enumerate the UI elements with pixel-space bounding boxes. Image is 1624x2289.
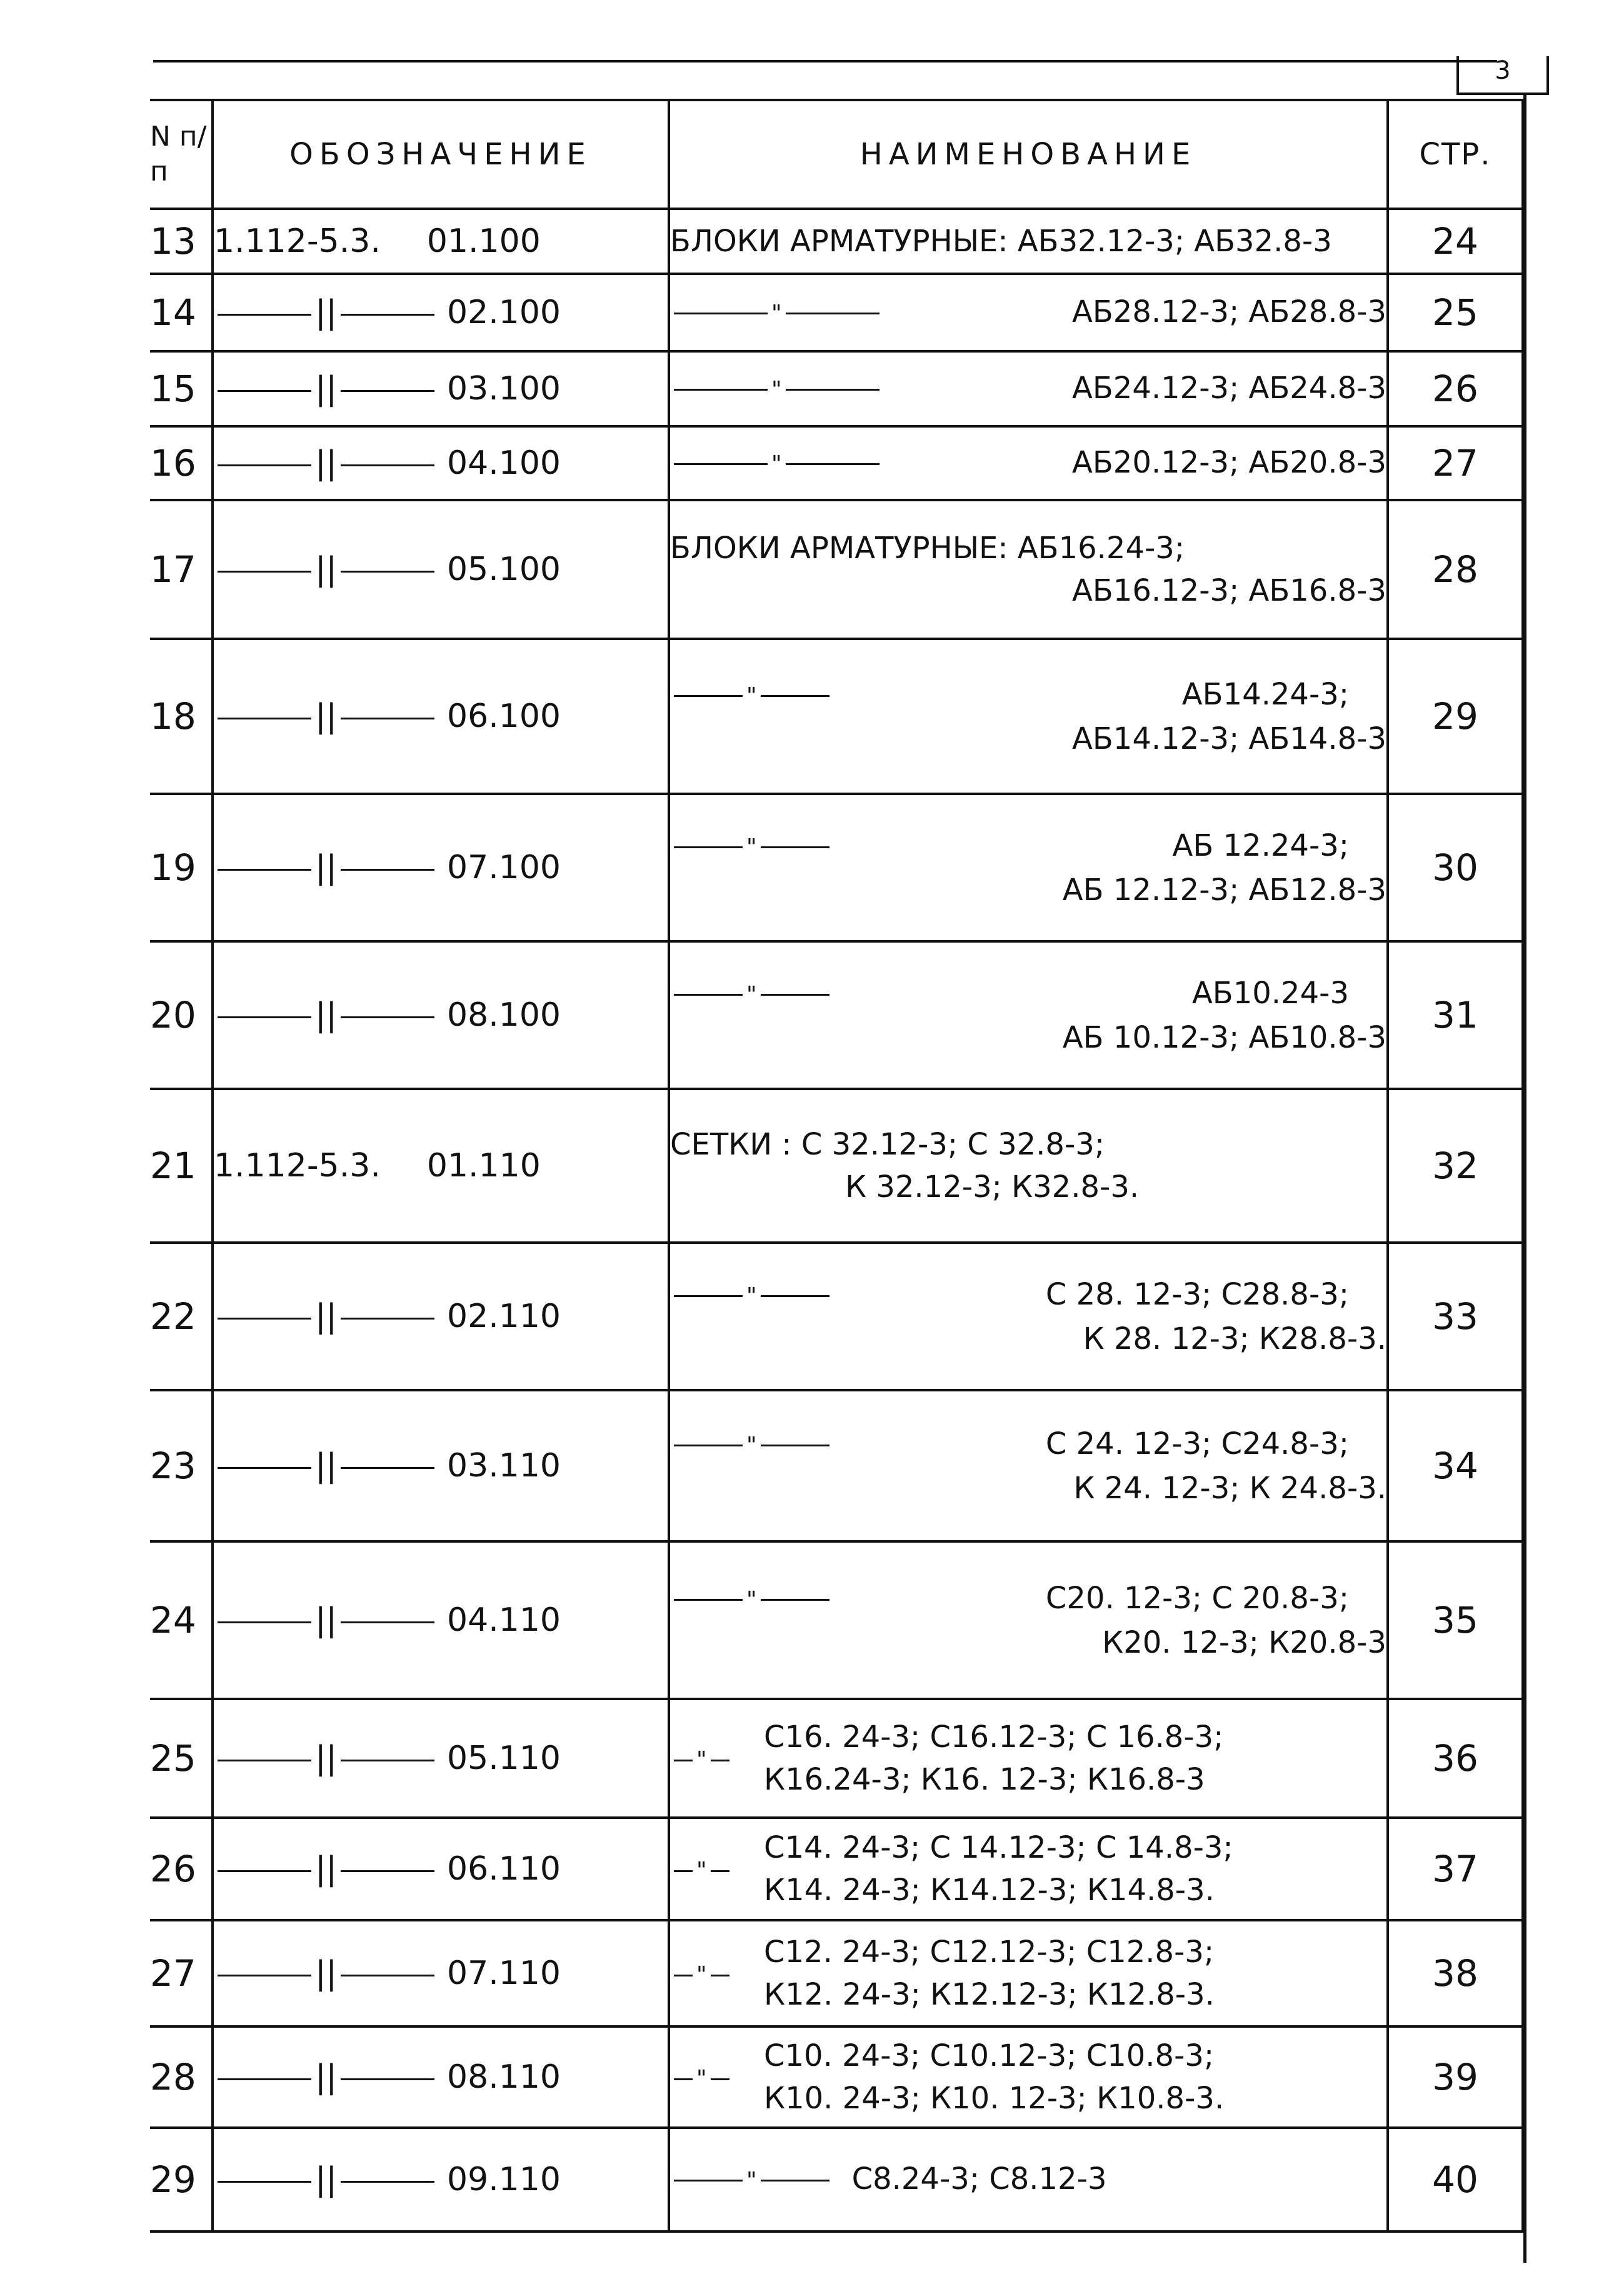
ditto-block — [670, 1577, 833, 1621]
ditto-mark: || — [315, 2058, 338, 2096]
ditto-dash — [341, 1467, 434, 1469]
ditto-mark: " — [746, 981, 757, 1008]
name-line — [670, 1318, 1386, 1360]
row-page: 30 — [1388, 794, 1523, 941]
name-line — [670, 869, 1386, 911]
ditto-dash — [341, 464, 434, 466]
row-number: 22 — [150, 1243, 213, 1390]
row-designation — [213, 351, 669, 426]
ditto-block — [670, 673, 833, 718]
row-number: 26 — [150, 1818, 213, 1920]
designation-code: 04.100 — [447, 444, 561, 482]
ditto-mark: " — [696, 1747, 707, 1773]
row-page: 28 — [1388, 500, 1523, 639]
name-line — [670, 1716, 1386, 1773]
designation-code: 06.110 — [447, 1850, 561, 1888]
row-number: 18 — [150, 639, 213, 794]
ditto-mark: || — [315, 1740, 338, 1777]
ditto-mark: " — [696, 1858, 707, 1883]
ditto-mark: " — [771, 376, 782, 403]
ditto-dash — [674, 1295, 743, 1297]
name-text: С 28. 12-3; С28.8-3; — [1045, 1276, 1349, 1312]
name-text: С8.24-3; С8.12-3 — [851, 2161, 1107, 2196]
name-text: С16. 24-3; С16.12-3; С 16.8-3; — [764, 1720, 1224, 1755]
name-line — [670, 367, 1386, 411]
row-page: 27 — [1388, 426, 1523, 500]
ditto-dash — [674, 389, 768, 391]
designation-code: 01.100 — [426, 223, 541, 260]
name-text: АБ28.12-3; АБ28.8-3 — [1072, 294, 1386, 329]
row-page: 38 — [1388, 1920, 1523, 2026]
ditto-mark: || — [315, 996, 338, 1034]
name-text: К12. 24-3; К12.12-3; К12.8-3. — [764, 1977, 1215, 2012]
ditto-dash — [674, 695, 743, 697]
header-page: СТР. — [1388, 100, 1523, 209]
table-row — [150, 2128, 1523, 2231]
ditto-dash — [674, 1599, 743, 1601]
ditto-block — [670, 972, 833, 1016]
ditto-mark: " — [696, 2066, 707, 2091]
ditto-block — [670, 2056, 733, 2100]
row-number: 29 — [150, 2128, 213, 2231]
row-designation — [213, 1243, 669, 1390]
designation-code: 02.110 — [447, 1298, 561, 1335]
designation-code: 08.110 — [447, 2058, 561, 2096]
row-page: 31 — [1388, 941, 1523, 1089]
name-line — [670, 2158, 1386, 2202]
ditto-dash — [341, 390, 434, 392]
name-text: СЕТКИ : С 32.12-3; С 32.8-3; — [670, 1127, 1105, 1162]
row-designation — [213, 2128, 669, 2231]
ditto-mark: || — [315, 294, 338, 331]
ditto-dash — [761, 1599, 830, 1601]
table-row — [150, 426, 1523, 500]
name-line — [670, 1123, 1386, 1166]
name-text: С20. 12-3; С 20.8-3; — [1045, 1580, 1349, 1616]
table-row — [150, 500, 1523, 639]
ditto-dash — [674, 463, 768, 465]
ditto-dash — [218, 314, 311, 316]
row-number: 27 — [150, 1920, 213, 2026]
row-designation — [213, 1390, 669, 1541]
ditto-dash — [761, 846, 830, 848]
row-designation — [213, 426, 669, 500]
ditto-dash — [341, 2181, 434, 2183]
designation-code: 07.110 — [447, 1955, 561, 1992]
name-text: АБ 12.24-3; — [1172, 828, 1349, 863]
name-line — [670, 2077, 1386, 2120]
ditto-dash — [218, 390, 311, 392]
name-text: АБ14.24-3; — [1181, 676, 1349, 712]
ditto-mark: || — [315, 444, 338, 482]
name-line — [670, 569, 1386, 612]
row-number: 16 — [150, 426, 213, 500]
name-line — [670, 527, 1386, 569]
ditto-dash — [674, 1870, 693, 1872]
sheet-number: 3 — [1456, 56, 1549, 95]
designation-code: 05.100 — [447, 551, 561, 588]
ditto-mark: " — [771, 451, 782, 477]
ditto-block — [670, 367, 883, 411]
table-row — [150, 2026, 1523, 2128]
name-text: С10. 24-3; С10.12-3; С10.8-3; — [764, 2038, 1215, 2073]
row-name — [669, 1699, 1388, 1818]
row-page: 35 — [1388, 1541, 1523, 1699]
ditto-dash — [761, 1445, 830, 1446]
ditto-dash — [674, 1975, 693, 1976]
ditto-mark: || — [315, 1955, 338, 1992]
ditto-mark: || — [315, 1850, 338, 1888]
row-designation — [213, 639, 669, 794]
ditto-dash — [711, 1870, 729, 1872]
table-row — [150, 794, 1523, 941]
ditto-dash — [218, 718, 311, 719]
name-line — [670, 1166, 1386, 1208]
designation-series: 1.112-5.3. — [214, 223, 381, 260]
name-line — [670, 1273, 1386, 1318]
ditto-mark: || — [315, 1298, 338, 1335]
table-row — [150, 1541, 1523, 1699]
row-page: 39 — [1388, 2026, 1523, 2128]
row-name — [669, 500, 1388, 639]
name-line — [670, 1758, 1386, 1801]
table-row — [150, 1920, 1523, 2026]
header-name: НАИМЕНОВАНИЕ — [669, 100, 1388, 209]
designation-code: 09.110 — [447, 2161, 561, 2198]
row-name — [669, 1243, 1388, 1390]
name-line — [670, 1621, 1386, 1664]
table-row — [150, 1089, 1523, 1243]
designation-code: 08.100 — [447, 996, 561, 1034]
ditto-mark: " — [746, 1586, 757, 1613]
name-line — [670, 1931, 1386, 1988]
ditto-dash — [218, 1760, 311, 1761]
designation-code: 03.110 — [447, 1447, 561, 1485]
name-text: АБ 12.12-3; АБ12.8-3 — [1062, 872, 1386, 908]
row-name — [669, 1541, 1388, 1699]
ditto-block — [670, 1848, 733, 1892]
header-designation: ОБОЗНАЧЕНИЕ — [213, 100, 669, 209]
name-text: АБ16.12-3; АБ16.8-3 — [1072, 573, 1386, 608]
row-page: 40 — [1388, 2128, 1523, 2231]
designation-code: 03.100 — [447, 370, 561, 408]
ditto-mark: || — [315, 551, 338, 588]
designation-code: 01.110 — [426, 1147, 541, 1185]
row-name — [669, 2026, 1388, 2128]
name-text: К 32.12-3; К32.8-3. — [845, 1170, 1140, 1205]
row-number: 24 — [150, 1541, 213, 1699]
name-line — [670, 1826, 1386, 1883]
ditto-dash — [218, 1870, 311, 1872]
table-row — [150, 1818, 1523, 1920]
row-number: 15 — [150, 351, 213, 426]
name-text: К10. 24-3; К10. 12-3; К10.8-3. — [764, 2081, 1225, 2116]
row-page: 33 — [1388, 1243, 1523, 1390]
ditto-dash — [341, 1870, 434, 1872]
ditto-block — [670, 1273, 833, 1318]
ditto-dash — [341, 1016, 434, 1018]
name-text: С 24. 12-3; С24.8-3; — [1045, 1426, 1349, 1461]
row-designation — [213, 500, 669, 639]
row-number: 28 — [150, 2026, 213, 2128]
row-designation — [213, 1920, 669, 2026]
name-line — [670, 824, 1386, 869]
ditto-dash — [218, 2078, 311, 2080]
name-text: АБ20.12-3; АБ20.8-3 — [1072, 444, 1386, 480]
row-designation — [213, 1541, 669, 1699]
row-number: 17 — [150, 500, 213, 639]
ditto-mark: " — [696, 1962, 707, 1988]
designation-code: 05.110 — [447, 1740, 561, 1777]
table-row — [150, 1243, 1523, 1390]
ditto-dash — [341, 1621, 434, 1623]
row-designation — [213, 209, 669, 274]
row-designation — [213, 1818, 669, 1920]
row-name — [669, 639, 1388, 794]
name-line — [670, 972, 1386, 1016]
row-number: 21 — [150, 1089, 213, 1243]
table-row — [150, 1699, 1523, 1818]
row-designation — [213, 794, 669, 941]
name-line — [670, 1973, 1386, 2016]
ditto-mark: " — [746, 683, 757, 709]
designation-code: 06.100 — [447, 698, 561, 735]
ditto-dash — [341, 718, 434, 719]
name-text: К 24. 12-3; К 24.8-3. — [1073, 1470, 1386, 1506]
ditto-dash — [761, 994, 830, 996]
row-page: 34 — [1388, 1390, 1523, 1541]
row-page: 25 — [1388, 274, 1523, 351]
name-line — [670, 1016, 1386, 1059]
name-text: К 28. 12-3; К28.8-3. — [1083, 1321, 1386, 1356]
ditto-block — [670, 1423, 833, 1467]
ditto-dash — [341, 869, 434, 871]
name-text: БЛОКИ АРМАТУРНЫЕ: АБ16.24-3; — [670, 531, 1185, 566]
ditto-mark: " — [746, 2167, 757, 2193]
row-number: 23 — [150, 1390, 213, 1541]
row-designation — [213, 941, 669, 1089]
table-row — [150, 274, 1523, 351]
ditto-dash — [341, 2078, 434, 2080]
ditto-dash — [786, 389, 880, 391]
drawing-register-table — [150, 99, 1524, 2233]
ditto-dash — [761, 2180, 830, 2181]
name-line — [670, 673, 1386, 718]
row-number: 20 — [150, 941, 213, 1089]
row-page: 36 — [1388, 1699, 1523, 1818]
row-number: 25 — [150, 1699, 213, 1818]
row-name — [669, 794, 1388, 941]
ditto-dash — [341, 314, 434, 316]
row-name — [669, 351, 1388, 426]
table-row — [150, 941, 1523, 1089]
name-text: АБ14.12-3; АБ14.8-3 — [1072, 721, 1386, 756]
table-row — [150, 209, 1523, 274]
row-name — [669, 209, 1388, 274]
table-row — [150, 351, 1523, 426]
ditto-dash — [218, 1318, 311, 1320]
ditto-dash — [674, 846, 743, 848]
ditto-mark: " — [746, 1283, 757, 1309]
row-number: 13 — [150, 209, 213, 274]
table-row — [150, 639, 1523, 794]
ditto-dash — [674, 1445, 743, 1446]
ditto-block — [670, 291, 883, 335]
row-name — [669, 941, 1388, 1089]
ditto-mark: " — [771, 300, 782, 326]
ditto-dash — [674, 2180, 743, 2181]
row-name — [669, 274, 1388, 351]
ditto-dash — [786, 313, 880, 314]
row-designation — [213, 2026, 669, 2128]
ditto-dash — [341, 1975, 434, 1976]
ditto-mark: || — [315, 849, 338, 886]
ditto-block — [670, 1952, 733, 1996]
ditto-mark: || — [315, 1601, 338, 1639]
name-text: АБ24.12-3; АБ24.8-3 — [1072, 370, 1386, 406]
ditto-mark: || — [315, 1447, 338, 1485]
name-text: К16.24-3; К16. 12-3; К16.8-3 — [764, 1762, 1205, 1797]
ditto-mark: " — [746, 1432, 757, 1458]
ditto-dash — [674, 313, 768, 314]
ditto-dash — [674, 2078, 693, 2080]
name-text: К14. 24-3; К14.12-3; К14.8-3. — [764, 1873, 1215, 1908]
designation-code: 04.110 — [447, 1601, 561, 1639]
ditto-block — [670, 441, 883, 486]
header-number: N п/п — [150, 100, 213, 209]
ditto-dash — [711, 1975, 729, 1976]
ditto-dash — [341, 1760, 434, 1761]
ditto-dash — [711, 2078, 729, 2080]
ditto-dash — [218, 2181, 311, 2183]
designation-code: 07.100 — [447, 849, 561, 886]
name-line — [670, 1577, 1386, 1621]
ditto-dash — [761, 695, 830, 697]
ditto-dash — [218, 1467, 311, 1469]
ditto-mark: || — [315, 698, 338, 735]
row-designation — [213, 1699, 669, 1818]
name-text: АБ 10.12-3; АБ10.8-3 — [1062, 1019, 1386, 1055]
ditto-dash — [218, 1016, 311, 1018]
row-page: 37 — [1388, 1818, 1523, 1920]
row-name — [669, 1920, 1388, 2026]
row-designation — [213, 1089, 669, 1243]
name-line — [670, 1467, 1386, 1510]
row-designation — [213, 274, 669, 351]
row-page: 32 — [1388, 1089, 1523, 1243]
ditto-dash — [341, 571, 434, 573]
ditto-dash — [711, 1760, 729, 1761]
row-page: 24 — [1388, 209, 1523, 274]
ditto-dash — [341, 1318, 434, 1320]
ditto-dash — [218, 464, 311, 466]
designation-series: 1.112-5.3. — [214, 1147, 381, 1185]
ditto-dash — [218, 1621, 311, 1623]
name-text: АБ10.24-3 — [1191, 975, 1349, 1011]
row-name — [669, 426, 1388, 500]
ditto-mark: " — [746, 834, 757, 860]
register-rows — [150, 209, 1523, 2231]
row-name — [669, 1089, 1388, 1243]
designation-code: 02.100 — [447, 294, 561, 331]
row-number: 19 — [150, 794, 213, 941]
row-name — [669, 1818, 1388, 1920]
name-text: К20. 12-3; К20.8-3 — [1102, 1625, 1386, 1660]
name-line — [670, 1423, 1386, 1467]
ditto-dash — [761, 1295, 830, 1297]
ditto-dash — [786, 463, 880, 465]
row-number: 14 — [150, 274, 213, 351]
row-page: 26 — [1388, 351, 1523, 426]
name-line — [670, 2035, 1386, 2091]
ditto-mark: || — [315, 2161, 338, 2198]
ditto-dash — [218, 1975, 311, 1976]
name-line — [670, 1869, 1386, 1911]
name-line — [670, 718, 1386, 760]
ditto-dash — [674, 1760, 693, 1761]
ditto-mark: || — [315, 370, 338, 408]
ditto-dash — [674, 994, 743, 996]
row-page: 29 — [1388, 639, 1523, 794]
ditto-block — [670, 824, 833, 869]
row-name — [669, 2128, 1388, 2231]
name-line — [670, 441, 1386, 486]
top-border-rule — [153, 60, 1497, 63]
ditto-dash — [218, 571, 311, 573]
name-text: С12. 24-3; С12.12-3; С12.8-3; — [764, 1935, 1215, 1970]
ditto-dash — [218, 869, 311, 871]
table-row — [150, 1390, 1523, 1541]
table-header-row — [150, 100, 1523, 209]
name-text: БЛОКИ АРМАТУРНЫЕ: АБ32.12-3; АБ32.8-3 — [670, 224, 1332, 259]
ditto-block — [670, 1737, 733, 1781]
name-line — [670, 220, 1386, 263]
name-line — [670, 291, 1386, 335]
row-name — [669, 1390, 1388, 1541]
name-text: С14. 24-3; С 14.12-3; С 14.8-3; — [764, 1830, 1233, 1865]
